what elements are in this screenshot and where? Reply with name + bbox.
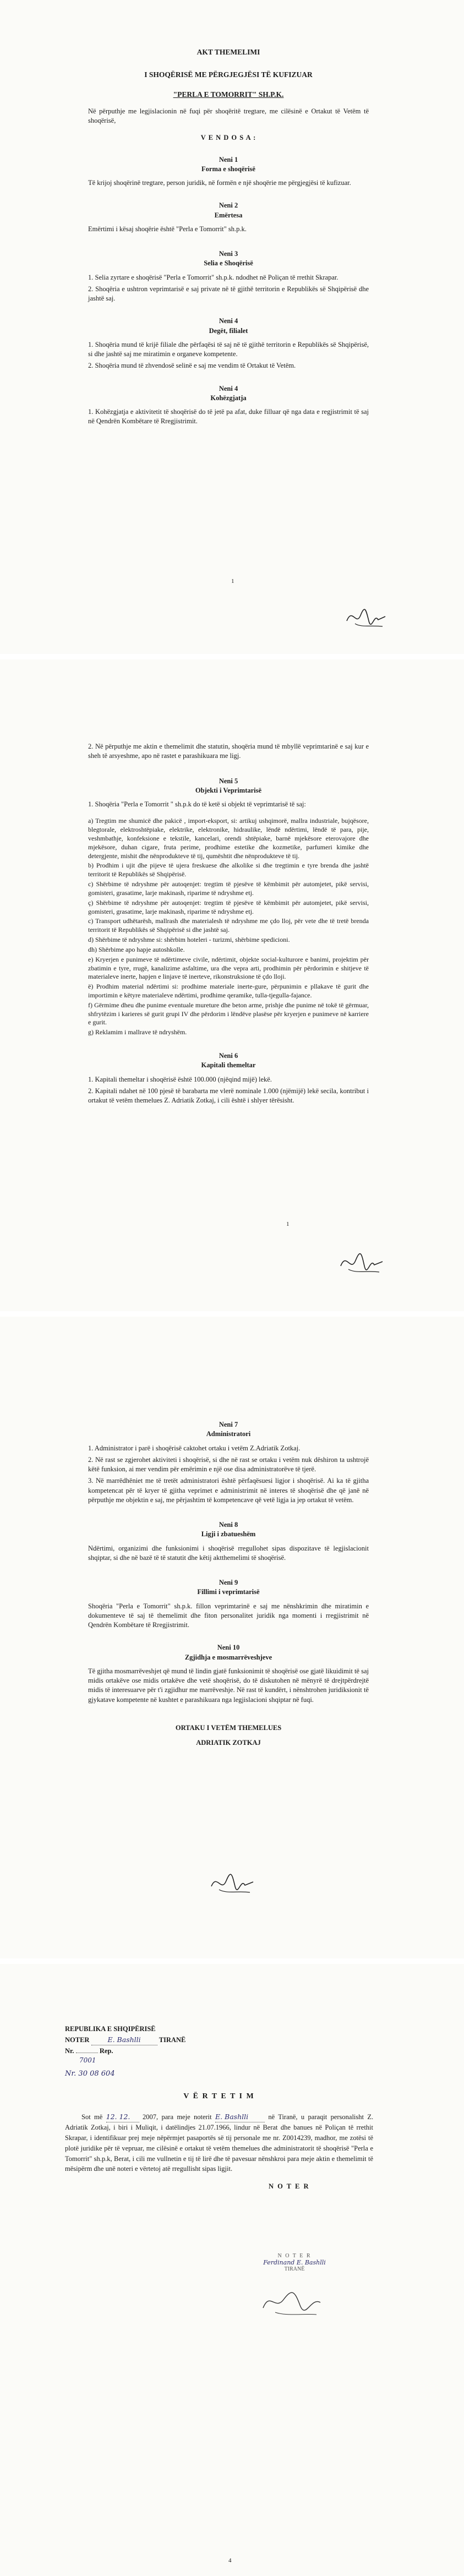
notary-label: NOTER <box>65 2036 90 2044</box>
certification-text <box>65 2112 373 2175</box>
article-3-paragraph-2: 2. Shoqëria e ushtron veprimtarisë e saj private në të gjithë territorin e Republikës së Shqipërisë dhe jashtë saj. <box>88 285 369 303</box>
deed-title: AKT THEMELIMI <box>196 48 260 56</box>
document-page-3 <box>0 1317 464 1958</box>
side-note-handwritten: Nr. 30 08 604 <box>65 2070 115 2078</box>
company-name: "PERLA E TOMORRIT" SH.P.K. <box>173 90 284 99</box>
cert-date-handwritten: 12. 12. <box>106 2112 139 2123</box>
article-8-number: Neni 8 <box>219 1521 238 1529</box>
page-4-content <box>65 2024 373 2191</box>
signature-icon <box>339 1248 385 1279</box>
article-10-title: Zgjidhja e mosmarrëveshjeve <box>184 1653 272 1661</box>
cert-text-body: u paraqit personalisht Z. Adriatik Zotkaj, i biri i Muliqit, i datëlindjes 21.07.1966, lindur në Berat dhe banues në Poliçan të rrethit Skrapar, i identifikuar prej meje nëpërmjet pasaportës së tij personale me nr. Z0014239, madhor, me zotësi të plotë juridike për të vepruar, me cilësinë e ortakut të vetëm themelues dhe administratorit të shoqërisë "Perla e Tomorrit" sh.p.k, Berat, i cili me vullnetin e tij të lirë dhe të pavesuar nënshkroi para meje aktin e themelimit të mësipërm dhe unë noteri e vërtetoj atë rregullisht sipas ligjit. <box>65 2113 374 2173</box>
article-2-title: Emërtesa <box>214 211 243 219</box>
notary-stamp <box>250 2253 339 2272</box>
list-item: d) Shërbime të ndryshme si: shërbim hoteleri - turizmi, shërbime spedicioni. <box>88 936 290 944</box>
list-item: b) Prodhim i ujit dhe pijeve të ujera freskuese dhe alkolike si dhe tregtimin e tyre brenda dhe jashtë territorit të Republikës së Shqipërisë. <box>88 861 369 878</box>
certification-title: V Ë R T E T I M <box>183 2092 255 2101</box>
article-1-number: Neni 1 <box>219 155 238 163</box>
article-10-text: Të gjitha mosmarrëveshjet që mund të lindin gjatë funksionimit të shoqërisë ose gjatë likuidimit të saj midis ortakëve ose midis ortakëve dhe vetë shoqërisë, do të diskutohen në mënyrë të drejtpërdrejtë midis të interesuarve për t'i zgjidhur me marrëveshje. Në rast të kundërt, i nënshtrohen juridiksionit të gjykatave kompetente në kushtet e parashikuara nga legjislacioni shqiptar në fuqi. <box>88 1667 369 1704</box>
list-item: e) Kryerjen e punimeve të ndërtimeve civile, ndërtimit, objekte social-kulturore e banimi, projektim për zbatimin e tyre, rrugë, kanalizime asfaltime, ura dhe vepra arti, prodhimin për përdorimin e shitjeve të materialeve inerte, hapjen e linjave të inerteve, rikonstruksione të çdo lloji. <box>88 955 369 981</box>
notary-register-line <box>65 2046 373 2056</box>
article-3-paragraph-1: 1. Selia zyrtare e shoqërisë "Perla e Tomorrit" sh.p.k. ndodhet në Poliçan të rrethit Skrapar. <box>88 273 339 281</box>
article-4-paragraph-1: 1. Shoqëria mund të krijë filiale dhe përfaqësi të saj në të gjithë territorin e Republikës së Shqipërisë, si dhe jashtë saj me miratimin e organeve kompetente. <box>88 340 369 358</box>
article-4b-text: 1. Kohëzgjatja e aktivitetit të shoqërisë do të jetë pa afat, duke filluar që nga data e regjistrimit të saj në Qendrën Kombëtare të Rregjistrimit. <box>88 408 369 425</box>
article-9-number: Neni 9 <box>219 1579 238 1586</box>
article-2-number: Neni 2 <box>219 201 238 210</box>
closing-paragraph: 2. Në përputhje me aktin e themelimit dhe statutin, shoqëria mund të mbyllë veprimtarinë e saj kur e sheh të arsyeshme, apo në rastet e parashikuara me ligj. <box>88 743 369 760</box>
document-page-2 <box>0 659 464 1311</box>
notary-name-handwritten: E. Bashlli <box>91 2035 157 2045</box>
deed-subtitle: I SHOQËRISË ME PËRGJEGJËSI TË KUFIZUAR <box>144 70 313 79</box>
article-10-number: Neni 10 <box>217 1644 240 1652</box>
page-separator <box>0 654 464 659</box>
article-8-text: Ndërtimi, organizimi dhe funksionimi i shoqërisë rregullohet sipas dispozitave të legjislacionit shqiptar, si dhe në bazë të të statutit dhe këtij aktthemelimi të shoqërisë. <box>88 1544 369 1562</box>
document-page-4 <box>0 1964 464 2576</box>
article-6-paragraph-1: 1. Kapitali themeltar i shoqërisë është 100.000 (njëqind mijë) lekë. <box>88 1075 272 1083</box>
document-page-1 <box>0 0 464 654</box>
page-2-number: 1 <box>286 1221 290 1227</box>
article-7-paragraph-1: 1. Administrator i parë i shoqërisë caktohet ortaku i vetëm Z.Adriatik Zotkaj. <box>88 1444 301 1452</box>
page-1-number: 1 <box>231 578 234 585</box>
page-separator <box>0 1311 464 1317</box>
notary-city: TIRANË <box>159 2036 186 2044</box>
article-6-title: Kapitali themeltar <box>201 1061 256 1069</box>
founder-signature-title: ORTAKU I VETËM THEMELUES <box>175 1723 282 1732</box>
list-item: f) Gërmime dheu dhe punime eventuale mureture dhe beton arme, prishje dhe punime në tokë të gërmuar, shfrytëzim i karieres së gurit grupi IV dhe përdorim i lëndëve plasëse për kryerjen e punimeve në karriere e gurit. <box>88 1001 369 1027</box>
article-7-number: Neni 7 <box>219 1421 238 1428</box>
article-4b-number: Neni 4 <box>219 384 238 392</box>
notary-header-country: REPUBLIKA E SHQIPËRISË <box>65 2025 156 2033</box>
decides-heading: V E N D O S A : <box>200 134 256 142</box>
page-1-content <box>88 47 369 429</box>
cert-text-start: Sot më <box>81 2113 103 2121</box>
cert-text-city: në Tiranë, <box>268 2113 298 2121</box>
article-4-paragraph-2: 2. Shoqëria mund të zhvendosë selinë e saj me vendim të Ortakut të Vetëm. <box>88 362 296 370</box>
list-item: c) Transport udhëtarësh, mallrash dhe materialesh të ndryshme me çdo lloj, për vete dhe të tretë brenda territorit të Republikës së Shqipërisë si dhe jashtë saj. <box>88 917 369 934</box>
stamp-line-1: N O T E R <box>277 2253 312 2259</box>
article-5-intro: 1. Shoqëria "Perla e Tomorrit " sh.p.k do të ketë si objekt të veprimtarisë të saj: <box>88 800 306 808</box>
list-item: ë) Prodhim material ndërtimi si: prodhime materiale inerte-gure, përpunimin e pllakave të gurit dhe importimin e këtyre materialeve ndërtimi, prodhime qeramike, tulla-tjegulla-fajance. <box>88 983 369 999</box>
article-3-number: Neni 3 <box>219 250 238 258</box>
article-4b-title: Kohëzgjatja <box>210 394 247 402</box>
page-3-content <box>88 1420 369 1748</box>
notary-signature-icon <box>259 2286 325 2319</box>
article-8-title: Ligji i zbatueshëm <box>201 1530 256 1538</box>
page-4-number: 4 <box>228 2557 232 2564</box>
stamp-line-3: TIRANË <box>284 2266 305 2272</box>
cert-notary-handwritten: E. Bashlli <box>215 2112 265 2123</box>
signature-icon <box>209 1870 256 1900</box>
article-9-text: Shoqëria "Perla e Tomorrit" sh.p.k. fillon veprimtarinë e saj me nënshkrimin dhe miratimin e dokumenteve të saj të themelimit dhe fiton personalitet juridik nga momenti i rregjistrimit në Qendrën Kombëtare të Rregjistrimit. <box>88 1602 369 1629</box>
article-2-text: Emërtimi i kësaj shoqërie është "Perla e Tomorrit" sh.p.k. <box>88 225 247 233</box>
page-2-content <box>88 742 369 1107</box>
article-1-title: Forma e shoqërisë <box>201 165 255 173</box>
page-separator <box>0 1958 464 1964</box>
register-nr-label: Nr. <box>65 2046 74 2055</box>
article-7-paragraph-2: 2. Në rast se zgjerohet aktiviteti i shoqërisë, si dhe në rast se ortaku i vetëm nuk dëshiron ta ushtrojë këtë funksion, ai mer vendim për emërimin e një ose disa administratorëve të tjerë. <box>88 1455 369 1473</box>
list-item: g) Reklamim i mallrave të ndryshëm. <box>88 1028 187 1036</box>
cert-text-mid: 2007, para meje noterit <box>143 2113 212 2121</box>
article-5-number: Neni 5 <box>219 777 238 785</box>
article-6-paragraph-2: 2. Kapitali ndahet në 100 pjesë të barabarta me vlerë nominale 1.000 (njëmijë) lekë secila, kontribut i ortakut të vetëm themelues Z. Adriatik Zotkaj, i cili është i shlyer tërësisht. <box>88 1087 369 1105</box>
list-item: dh) Shërbime apo hapje autoshkolle. <box>88 945 185 953</box>
founder-name: ADRIATIK ZOTKAJ <box>196 1739 261 1747</box>
intro-paragraph: Në përputhje me legjislacionin në fuqi për shoqëritë tregtare, me cilësinë e Ortakut të Vetëm të shoqërisë, <box>88 107 369 125</box>
list-item: ç) Shërbime të ndryshme për autoqenjet: tregtim të pjesëve të këmbimit për automjetet, pikë servisi, gomisteri, grasatime, larje makinash, riparime të ndryshme etj. <box>88 898 369 915</box>
signature-icon <box>344 604 388 632</box>
article-7-title: Administratori <box>206 1430 251 1438</box>
article-1-text: Të krijoj shoqërinë tregtare, person juridik, në formën e një shoqërie me përgjegjësi të kufizuar. <box>88 179 351 187</box>
notary-header-line <box>65 2035 373 2045</box>
article-4-number: Neni 4 <box>219 317 238 325</box>
activity-list <box>88 817 369 1037</box>
article-5-title: Objekti i Veprimtarisë <box>195 786 262 794</box>
article-7-paragraph-3: 3. Në marrëdhëniet me të tretët administratori është përfaqësuesi ligjor i shoqërisë. Ai ka të gjitha kompetencat për të kryer të gjitha veprimet e administrimit në interes të shoqërisë dhe që janë në përputhje me objektin e saj, me përjashtim të kompetencave që vetë ligja ia jep ortakut të vetëm. <box>88 1477 369 1504</box>
register-number-handwritten: 7001 <box>79 2056 96 2064</box>
article-6-number: Neni 6 <box>219 1052 238 1060</box>
article-3-title: Selia e Shoqërisë <box>204 259 253 268</box>
register-rep-label: Rep. <box>99 2046 113 2055</box>
article-9-title: Fillimi i veprimtarisë <box>197 1588 260 1596</box>
notary-signature-label: N O T E R <box>269 2182 310 2191</box>
list-item: c) Shërbime të ndryshme për autoqenjet: tregtim të pjesëve të këmbimit për automjetet, pikë servisi, gomisteri, grasatime, larje makinash, riparime të ndryshme etj. <box>88 880 369 897</box>
list-item: a) Tregtim me shumicë dhe pakicë , import-eksport, si: artikuj ushqimorë, mallra industriale, bujqësore, blegtorale, elektroshtëpiake, elektrike, elektronike, hidraulike, lëndë ndërtimi, lëndë të para, pije, veshmbathje, konfeksione e tekstile, kancelari, orendi shtëpiake, barnë mjekësore eterovajore dhe mjekësore, duhan cigare, fruta perime, prodhime estetike dhe kozmetike, parfumeri kimike dhe detergjente, mishit dhe nënprodukteve të tij, qumështit dhe nënprodukteve të tij. <box>88 817 369 860</box>
article-4-title: Degët, filialet <box>209 326 248 335</box>
stamp-line-2: Ferdinand E. Bashlli <box>263 2259 326 2266</box>
